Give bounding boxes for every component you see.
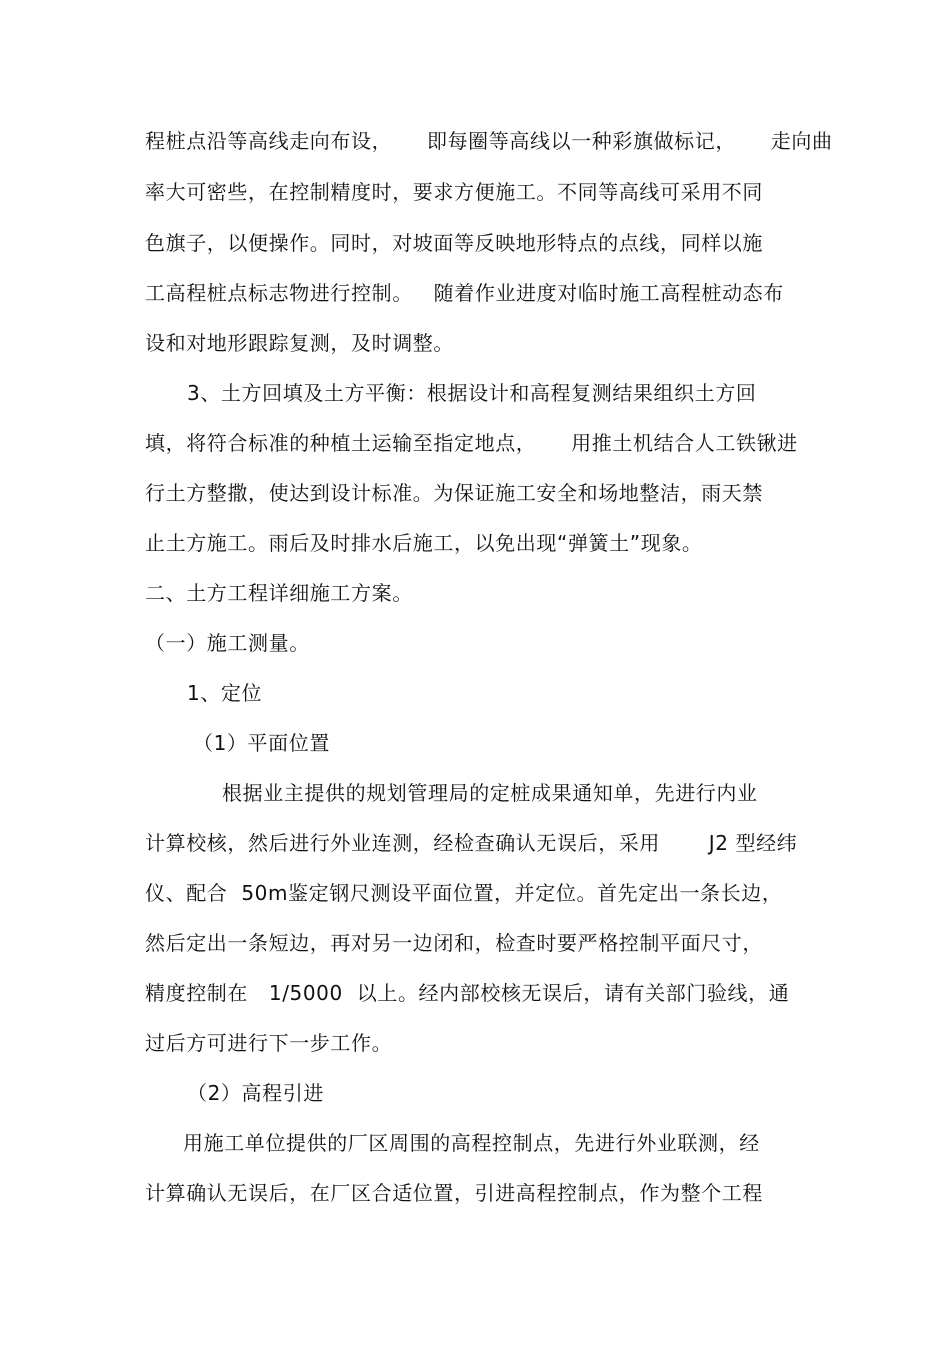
text-line: 用施工单位提供的厂区周围的高程控制点，先进行外业联测，经 <box>183 1131 760 1155</box>
text-line: 填，将符合标准的种植土运输至指定地点， 用推土机结合人工铁锹进 <box>145 431 798 455</box>
text-line: 3、土方回填及土方平衡：根据设计和高程复测结果组织土方回 <box>187 381 757 405</box>
text-line: 计算校核，然后进行外业连测，经检查确认无误后，采用 J2 型经纬 <box>145 831 798 855</box>
text-line: 根据业主提供的规划管理局的定桩成果通知单，先进行内业 <box>222 781 758 805</box>
text-line: 程桩点沿等高线走向布设， 即每圈等高线以一种彩旗做标记， 走向曲 <box>145 129 833 153</box>
text-line: 计算确认无误后，在厂区合适位置，引进高程控制点，作为整个工程 <box>145 1181 763 1205</box>
item-subheading: （2）高程引进 <box>187 1081 324 1105</box>
item-subheading: （1）平面位置 <box>193 731 330 755</box>
text-line: 率大可密些，在控制精度时，要求方便施工。不同等高线可采用不同 <box>145 180 763 204</box>
subsection-heading: （一）施工测量。 <box>145 631 310 655</box>
text-line: 行土方整撒，使达到设计标准。为保证施工安全和场地整洁，雨天禁 <box>145 481 763 505</box>
text-line: 工高程桩点标志物进行控制。 随着作业进度对临时施工高程桩动态布 <box>145 281 784 305</box>
text-line: 过后方可进行下一步工作。 <box>145 1031 393 1055</box>
text-line: 设和对地形跟踪复测，及时调整。 <box>145 331 454 355</box>
text-line: 然后定出一条短边，再对另一边闭和，检查时要严格控制平面尺寸， <box>145 931 763 955</box>
text-line: 止土方施工。雨后及时排水后施工，以免出现“弹簧土”现象。 <box>145 531 703 555</box>
text-line: 仪、配合 50m鉴定钢尺测设平面位置，并定位。首先定出一条长边， <box>145 881 783 905</box>
item-heading: 1、定位 <box>187 681 263 705</box>
text-line: 色旗子，以便操作。同时，对坡面等反映地形特点的点线，同样以施 <box>145 231 763 255</box>
section-heading: 二、土方工程详细施工方案。 <box>145 581 413 605</box>
text-line: 精度控制在 1/5000 以上。经内部校核无误后，请有关部门验线，通 <box>145 981 790 1005</box>
